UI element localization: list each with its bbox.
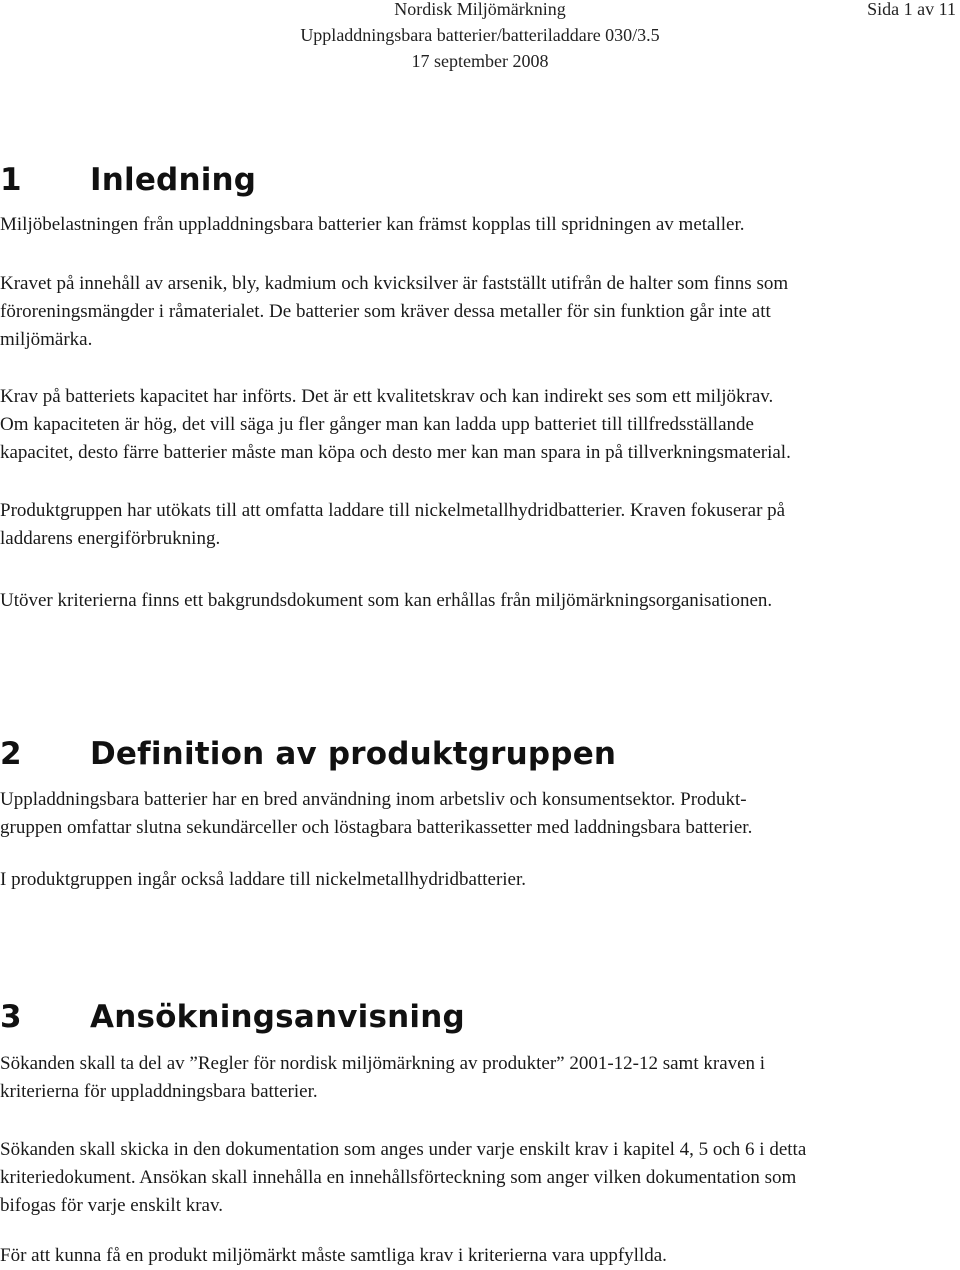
paragraph bbox=[0, 786, 955, 842]
text-line: Uppladdningsbara batterier har en bred användning inom arbetsliv och konsumentsektor. Produkt- bbox=[0, 789, 747, 810]
text-line: Utöver kriterierna finns ett bakgrundsdokument som kan erhållas från miljömärkningsorganisationen. bbox=[0, 590, 773, 611]
text-line: kriteriedokument. Ansökan skall innehålla en innehållsförteckning som anger vilken dokumentation som bbox=[0, 1167, 797, 1188]
section-number: 2 bbox=[0, 736, 22, 772]
text-line: Sökanden skall skicka in den dokumentation som anges under varje enskilt krav i kapitel 4, 5 och 6 i detta bbox=[0, 1139, 807, 1160]
header-document-title: Uppladdningsbara batterier/batteriladdare 030/3.5 bbox=[300, 25, 660, 45]
text-line: bifogas för varje enskilt krav. bbox=[0, 1195, 223, 1216]
text-line: miljömärka. bbox=[0, 329, 93, 350]
section-title: Inledning bbox=[90, 162, 257, 198]
text-line: laddarens energiförbrukning. bbox=[0, 528, 221, 549]
text-line: gruppen omfattar slutna sekundärceller och löstagbara batterikassetter med laddningsbara batterier. bbox=[0, 817, 753, 838]
paragraph bbox=[0, 866, 955, 894]
section-2-heading bbox=[0, 734, 616, 774]
text-line: För att kunna få en produkt miljömärkt måste samtliga krav i kriterierna vara uppfyllda. bbox=[0, 1245, 667, 1266]
section-1-heading bbox=[0, 160, 256, 200]
text-line: I produktgruppen ingår också laddare till nickelmetallhydridbatterier. bbox=[0, 869, 527, 890]
text-line: Om kapaciteten är hög, det vill säga ju fler gånger man kan ladda upp batteriet till tillfredsställande bbox=[0, 414, 754, 435]
page-number: Sida 1 av 11 bbox=[867, 0, 956, 19]
text-line: föroreningsmängder i råmaterialet. De batterier som kräver dessa metaller för sin funktion går inte att bbox=[0, 301, 771, 322]
paragraph bbox=[0, 270, 955, 354]
paragraph bbox=[0, 1050, 955, 1106]
paragraph bbox=[0, 1136, 955, 1220]
text-line: kapacitet, desto färre batterier måste man köpa och desto mer kan man spara in på tillverkningsmaterial. bbox=[0, 442, 791, 463]
header-organization: Nordisk Miljömärkning bbox=[394, 0, 566, 19]
text-line: Sökanden skall ta del av ”Regler för nordisk miljömärkning av produkter” 2001-12-12 samt kraven i bbox=[0, 1053, 766, 1074]
text-line: kriterierna för uppladdningsbara batterier. bbox=[0, 1081, 318, 1102]
paragraph bbox=[0, 497, 955, 553]
paragraph bbox=[0, 1242, 955, 1270]
section-number: 3 bbox=[0, 999, 22, 1035]
paragraph bbox=[0, 587, 955, 615]
section-number: 1 bbox=[0, 162, 22, 198]
text-line: Produktgruppen har utökats till att omfatta laddare till nickelmetallhydridbatterier. Kraven fokuserar på bbox=[0, 500, 786, 521]
text-line: Kravet på innehåll av arsenik, bly, kadmium och kvicksilver är fastställt utifrån de halter som finns som bbox=[0, 273, 789, 294]
section-title: Definition av produktgruppen bbox=[90, 736, 617, 772]
header-date: 17 september 2008 bbox=[411, 51, 549, 71]
page-header bbox=[0, 0, 960, 78]
text-line: Miljöbelastningen från uppladdningsbara batterier kan främst kopplas till spridningen av metaller. bbox=[0, 214, 745, 235]
paragraph bbox=[0, 383, 955, 467]
section-title: Ansökningsanvisning bbox=[90, 999, 465, 1035]
section-3-heading bbox=[0, 997, 465, 1037]
text-line: Krav på batteriets kapacitet har införts. Det är ett kvalitetskrav och kan indirekt ses som ett miljökrav. bbox=[0, 386, 774, 407]
paragraph bbox=[0, 211, 955, 239]
header-center bbox=[260, 0, 700, 74]
